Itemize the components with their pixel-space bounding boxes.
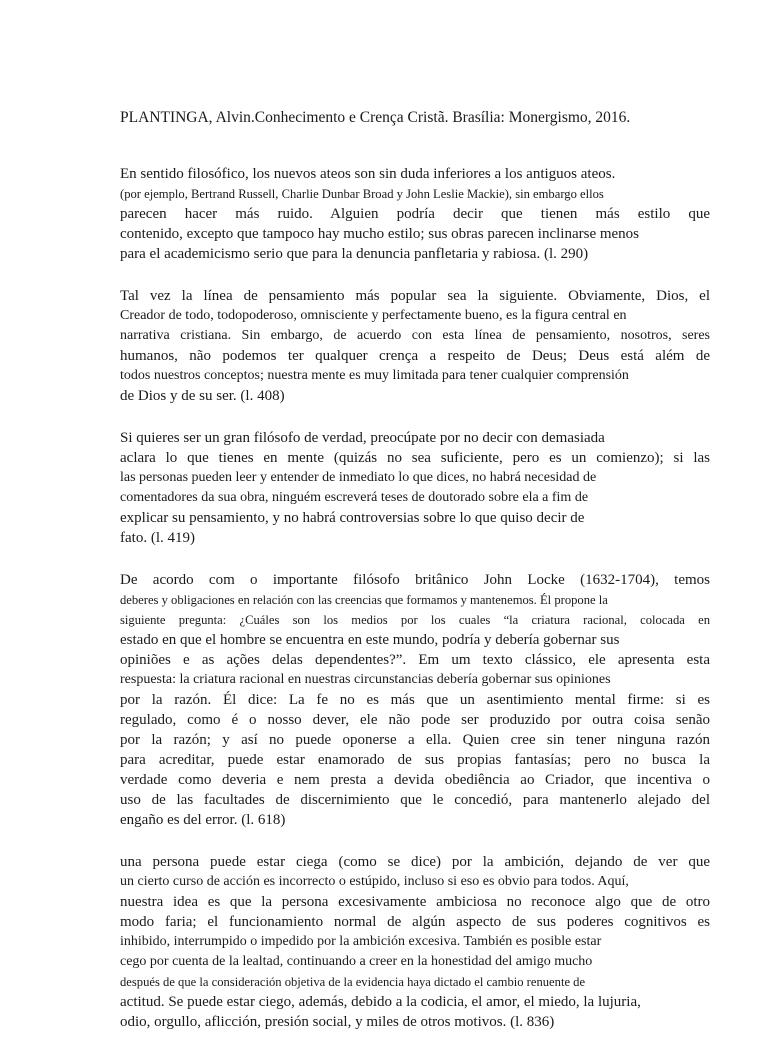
text-line: actitud. Se puede estar ciego, además, debido a la codicia, el amor, el miedo, la lujuria, bbox=[120, 994, 641, 1010]
text-line: modo faria; el funcionamiento normal de algún aspecto de sus poderes cognitivos es bbox=[120, 914, 710, 930]
text-line: comentadores da sua obra, ninguém escreverá teses de doutorado sobre ela a fim de bbox=[120, 490, 589, 505]
text-line: uso de las facultades de discernimiento que le concedió, para mantenerlo alejado del bbox=[120, 792, 710, 808]
text-line: siguiente pregunta: ¿Cuáles son los medios por los cuales “la criatura racional, colocada en bbox=[120, 613, 710, 627]
text-line: respuesta: la criatura racional en nuestras circunstancias debería gobernar sus opiniones bbox=[120, 672, 611, 687]
text-line: parecen hacer más ruido. Alguien podría decir que tienen más estilo que bbox=[120, 206, 710, 222]
text-line: las personas pueden leer y entender de inmediato lo que dices, no habrá necesidad de bbox=[120, 470, 597, 485]
text-line: regulado, como é o nosso dever, ele não pode ser produzido por outra coisa senão bbox=[120, 712, 710, 728]
text-line: explicar su pensamiento, y no habrá controversias sobre lo que quiso decir de bbox=[120, 510, 585, 526]
text-line: humanos, não podemos ter qualquer crença a respeito de Deus; Deus está além de bbox=[120, 348, 710, 364]
text-line: para acreditar, puede estar enamorado de sus propias fantasías; pero no busca la bbox=[120, 752, 710, 768]
text-line: Tal vez la línea de pensamiento más popular sea la siguiente. Obviamente, Dios, el bbox=[120, 288, 710, 304]
text-line: De acordo com o importante filósofo britânico John Locke (1632-1704), temos bbox=[120, 572, 710, 588]
text-line: En sentido filosófico, los nuevos ateos son sin duda inferiores a los antiguos ateos. bbox=[120, 166, 616, 182]
text-line: deberes y obligaciones en relación con las creencias que formamos y mantenemos. Él propone la bbox=[120, 593, 608, 607]
text-line: por la razón. Él dice: La fe no es más que un asentimiento mental firme: si es bbox=[120, 692, 710, 708]
text-line: contenido, excepto que tampoco hay mucho estilo; sus obras parecen inclinarse menos bbox=[120, 226, 640, 242]
text-line: odio, orgullo, aflicción, presión social, y miles de otros motivos. (l. 836) bbox=[120, 1014, 555, 1030]
text-line: aclara lo que tienes en mente (quizás no sea suficiente, pero es un comienzo); si las bbox=[120, 450, 710, 466]
text-line: estado en que el hombre se encuentra en este mundo, podría y debería gobernar sus bbox=[120, 632, 620, 648]
text-line: un cierto curso de acción es incorrecto o estúpido, incluso si eso es obvio para todos. Aquí, bbox=[120, 874, 629, 889]
paragraph-4 bbox=[120, 570, 710, 830]
text-line: cego por cuenta de la lealtad, continuando a creer en la honestidad del amigo mucho bbox=[120, 954, 593, 969]
citation: PLANTINGA, Alvin.Conhecimento e Crença Cristã. Brasília: Monergismo, 2016. bbox=[120, 109, 631, 126]
document-page bbox=[120, 108, 710, 1054]
text-line: verdade como deveria e nem presta a devida obediência ao Criador, que incentiva o bbox=[120, 772, 710, 788]
text-line: narrativa cristiana. Sin embargo, de acuerdo con esta línea de pensamiento, nosotros, seres bbox=[120, 328, 710, 343]
text-line: todos nuestros conceptos; nuestra mente es muy limitada para tener cualquier comprensión bbox=[120, 368, 629, 383]
text-line: después de que la consideración objetiva de la evidencia haya dictado el cambio renuente de bbox=[120, 975, 586, 989]
text-line: Si quieres ser un gran filósofo de verdad, preocúpate por no decir con demasiada bbox=[120, 430, 605, 446]
text-line: opiniões e as ações delas dependentes?”. Em um texto clássico, ele apresenta esta bbox=[120, 652, 710, 668]
text-line: para el academicismo serio que para la denuncia panfletaria y rabiosa. (l. 290) bbox=[120, 246, 589, 262]
text-line: engaño es del error. (l. 618) bbox=[120, 812, 286, 828]
paragraph-5 bbox=[120, 852, 710, 1032]
text-line: de Dios y de su ser. (l. 408) bbox=[120, 388, 285, 404]
text-line: nuestra idea es que la persona excesivamente ambiciosa no reconoce algo que de otro bbox=[120, 894, 710, 910]
text-line: por la razón; y así no puede oponerse a ella. Quien cree sin tener ninguna razón bbox=[120, 732, 710, 748]
paragraph-3 bbox=[120, 428, 710, 548]
text-line: fato. (l. 419) bbox=[120, 530, 195, 546]
paragraph-2 bbox=[120, 286, 710, 406]
text-line: Creador de todo, todopoderoso, omnisciente y perfectamente bueno, es la figura central en bbox=[120, 308, 627, 323]
text-line: (por ejemplo, Bertrand Russell, Charlie Dunbar Broad y John Leslie Mackie), sin embargo ellos bbox=[120, 187, 604, 201]
text-line: una persona puede estar ciega (como se dice) por la ambición, dejando de ver que bbox=[120, 854, 710, 870]
text-line: inhibido, interrumpido o impedido por la ambición excesiva. También es posible estar bbox=[120, 934, 602, 949]
paragraph-1 bbox=[120, 164, 710, 264]
